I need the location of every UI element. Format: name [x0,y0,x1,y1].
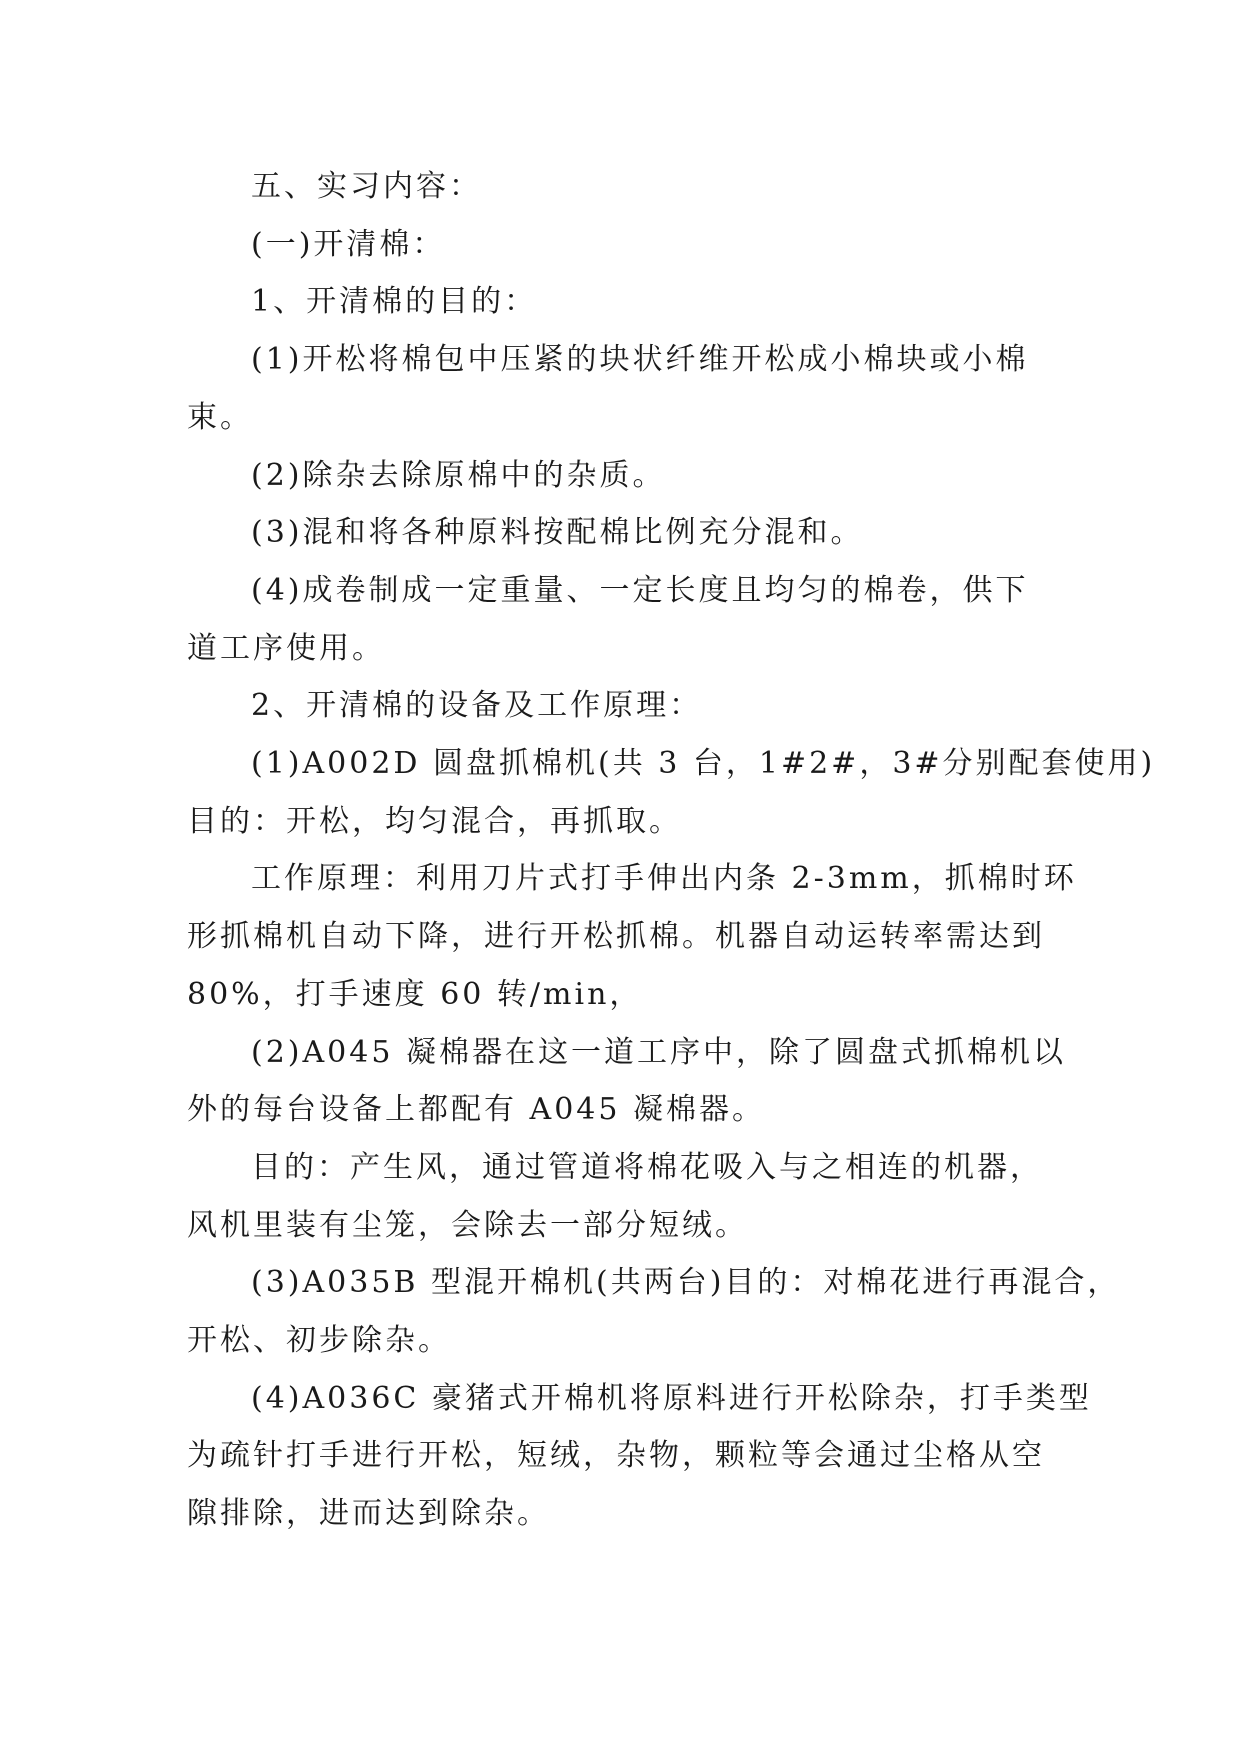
text-line: 目的：产生风，通过管道将棉花吸入与之相连的机器， [251,1149,1043,1185]
text-line: (3)混和将各种原料按配棉比例充分混和。 [251,515,864,551]
section-heading-internship-content: 五、实习内容： [251,169,482,204]
text-line: 为疏针打手进行开松，短绒，杂物，颗粒等会通过尘格从空 [187,1438,1045,1474]
text-line: (2)A045 凝棉器在这一道工序中，除了圆盘式抓棉机以 [251,1034,1066,1070]
text-line: 工作原理：利用刀片式打手伸出内条 2-3mm，抓棉时环 [251,861,1077,897]
text-line: (4)A036C 豪猪式开棉机将原料进行开松除杂，打手类型 [251,1380,1092,1416]
text-line: (3)A035B 型混开棉机(共两台)目的：对棉花进行再混合， [251,1265,1121,1301]
text-line: 束。 [187,399,253,435]
subsection-heading-opening-cleaning: (一)开清棉： [251,226,446,262]
text-line: 隙排除，进而达到除杂。 [187,1496,550,1532]
text-line: (2)除杂去除原棉中的杂质。 [251,457,666,493]
text-line: 形抓棉机自动下降，进行开松抓棉。机器自动运转率需达到 [187,919,1045,955]
text-line: 风机里装有尘笼，会除去一部分短绒。 [187,1207,748,1243]
text-line: 外的每台设备上都配有 A045 凝棉器。 [187,1092,765,1128]
text-line: 80%，打手速度 60 转/min， [187,976,643,1012]
text-line: (1)A002D 圆盘抓棉机(共 3 台，1#2#，3#分别配套使用) [251,746,1156,781]
text-line: (4)成卷制成一定重量、一定长度且均匀的棉卷，供下 [251,572,1029,608]
text-line: 道工序使用。 [187,630,385,666]
text-line: 目的：开松，均匀混合，再抓取。 [187,803,682,839]
heading-equipment-principle: 2、开清棉的设备及工作原理： [251,688,703,724]
heading-purpose: 1、开清棉的目的： [251,284,538,320]
text-line: (1)开松将棉包中压紧的块状纤维开松成小棉块或小棉 [251,342,1029,378]
text-line: 开松、初步除杂。 [187,1323,451,1358]
